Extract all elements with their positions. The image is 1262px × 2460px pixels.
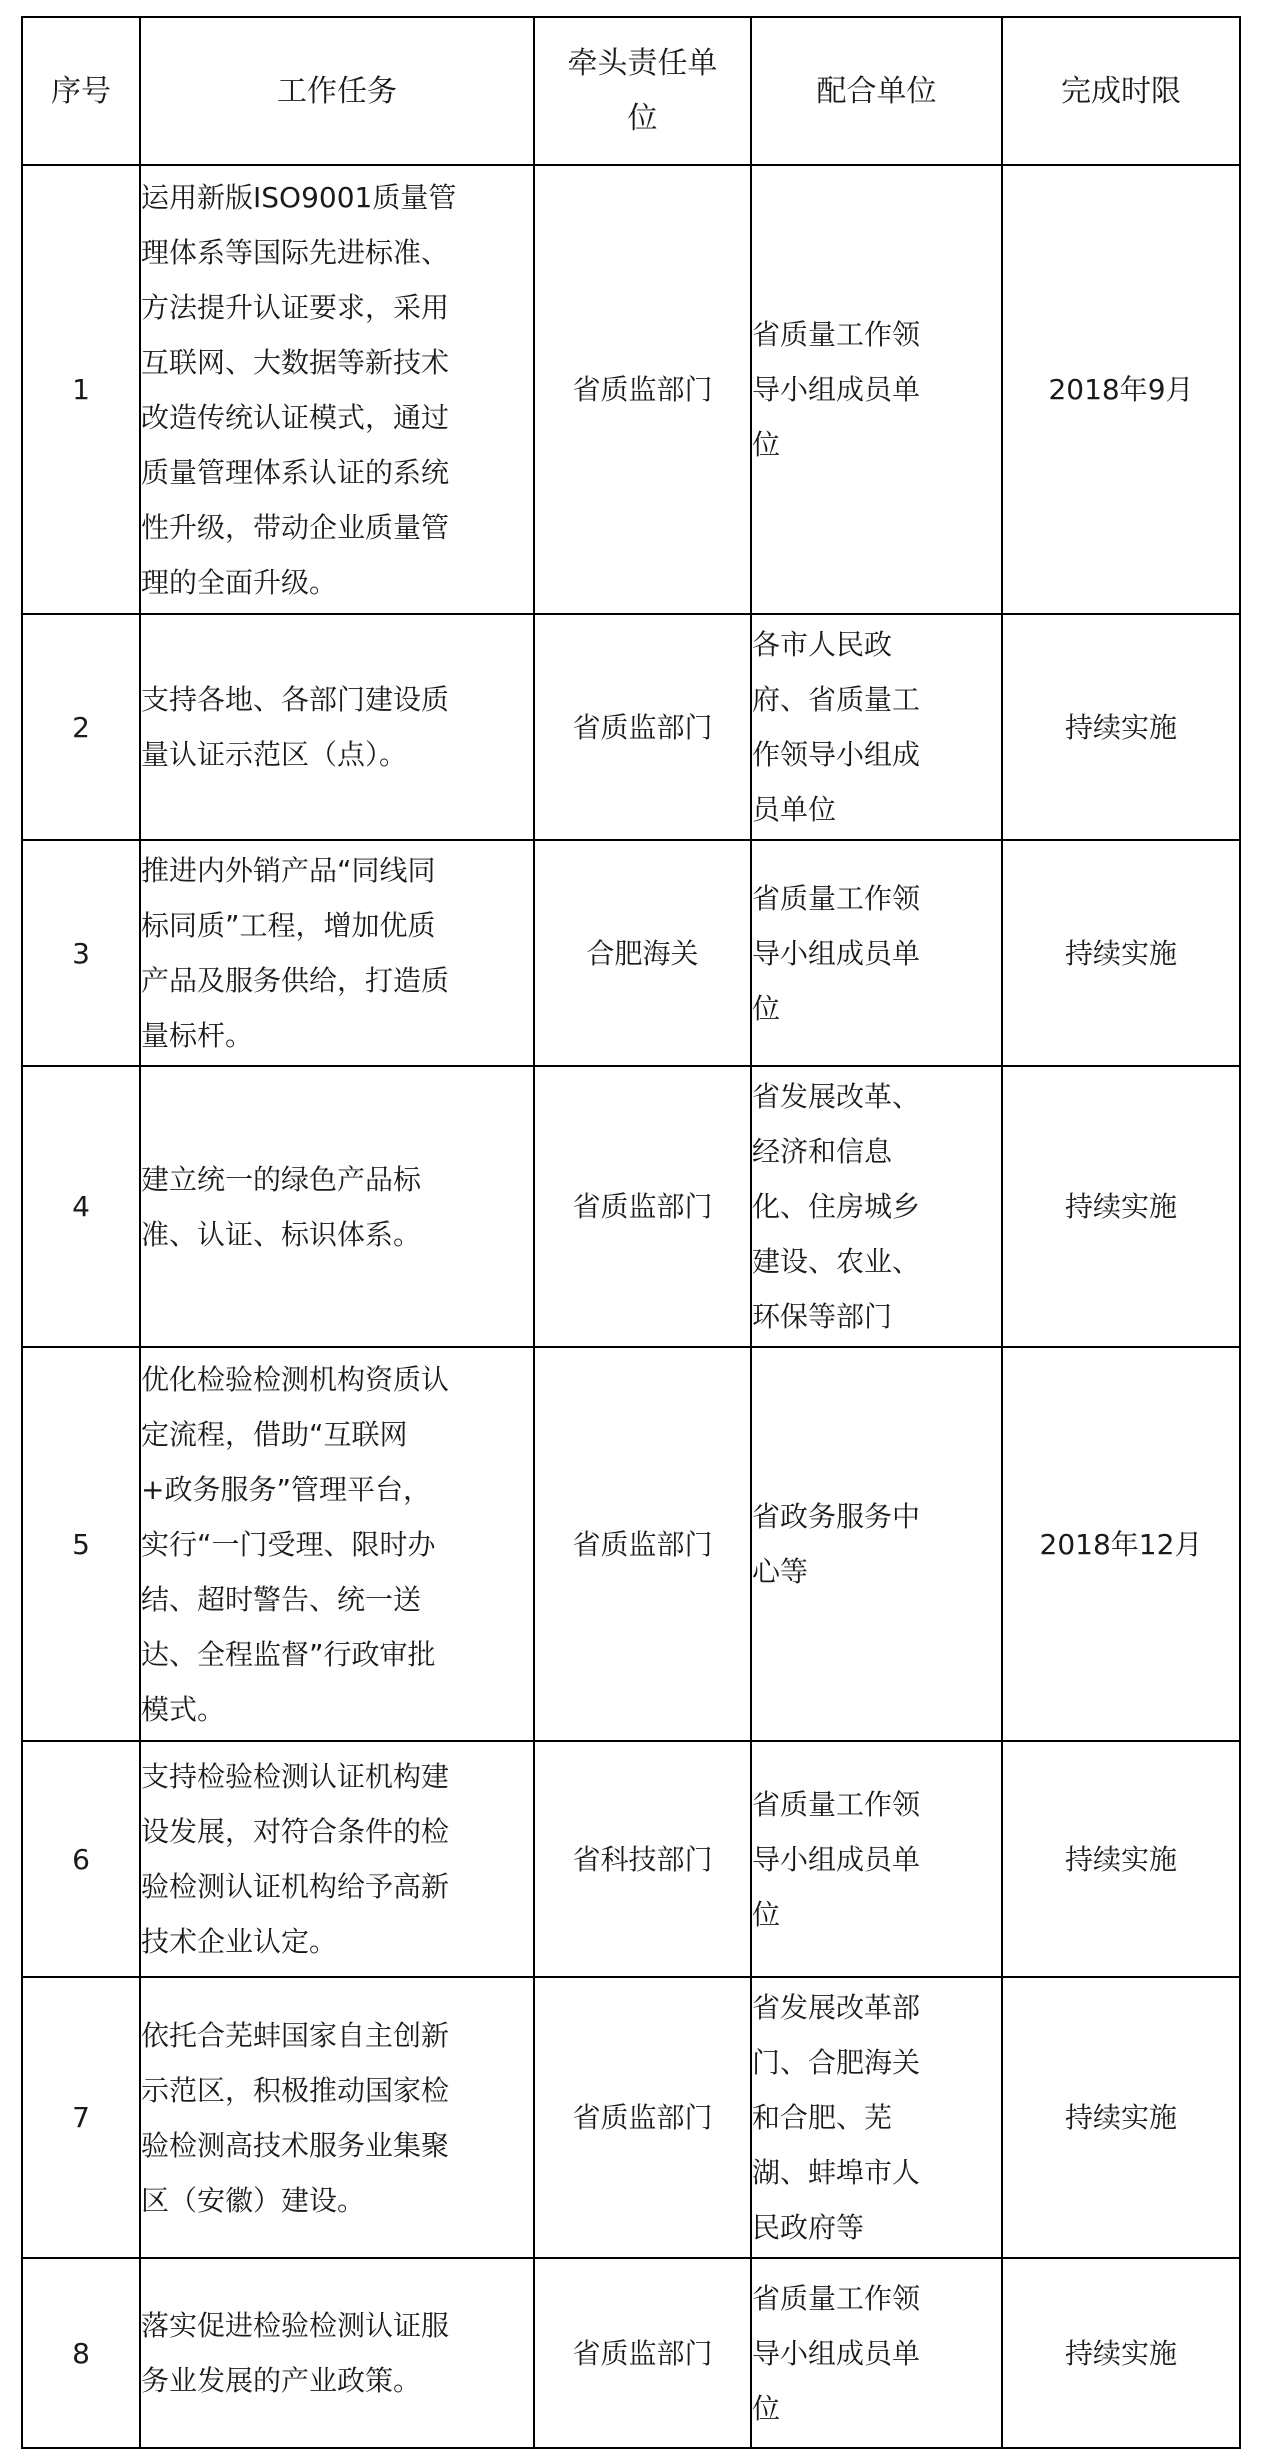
- text-line: 技术企业认定。: [141, 1925, 338, 1958]
- cell-lead-unit: 省科技部门: [534, 1741, 751, 1977]
- text-line: 位: [752, 1897, 781, 1931]
- text-line: 省质量工作领: [752, 881, 921, 915]
- text-line: 省质量工作领: [752, 318, 921, 351]
- table-row-5: [22, 1347, 1240, 1741]
- task-table: [21, 16, 1241, 2449]
- cell-seq: 2: [22, 614, 140, 840]
- cell-coop-unit: [751, 614, 1002, 840]
- cell-lead-unit: 省质监部门: [534, 1977, 751, 2258]
- cell-task: [140, 840, 534, 1066]
- text-line: 位: [752, 2391, 781, 2425]
- text-line: 模式。: [141, 1692, 226, 1726]
- text-line: 实行“一门受理、限时办: [141, 1527, 436, 1561]
- cell-task: [140, 1347, 534, 1741]
- cell-deadline: 持续实施: [1002, 1066, 1240, 1347]
- cell-lead-unit: 省质监部门: [534, 614, 751, 840]
- text-line: 导小组成员单: [752, 1842, 921, 1876]
- cell-task: [140, 1977, 534, 2258]
- text-line: 产品及服务供给，打造质: [141, 964, 450, 997]
- cell-coop-unit: [751, 1347, 1002, 1741]
- text-line: 运用新版ISO9001质量管: [141, 180, 457, 214]
- cell-task: [140, 1066, 534, 1347]
- header-lead-unit: 牵头责任单 位: [534, 17, 751, 165]
- table-row-8: [22, 2258, 1240, 2448]
- text-line: 落实促进检验检测认证服: [141, 2309, 450, 2342]
- cell-task: [140, 165, 534, 614]
- text-line: 优化检验检测机构资质认: [141, 1362, 450, 1396]
- text-line: 支持检验检测认证机构建: [141, 1760, 450, 1793]
- text-line: 省发展改革、: [752, 1080, 921, 1113]
- table-row-1: [22, 165, 1240, 614]
- cell-coop-unit: [751, 1977, 1002, 2258]
- text-line: 导小组成员单: [752, 2336, 921, 2370]
- table-row-4: [22, 1066, 1240, 1347]
- cell-coop-unit: [751, 1066, 1002, 1347]
- cell-task: [140, 614, 534, 840]
- cell-coop-unit: [751, 1741, 1002, 1977]
- text-line: 验检测认证机构给予高新: [141, 1870, 450, 1903]
- text-line: 建立统一的绿色产品标: [141, 1162, 422, 1196]
- header-task: 工作任务: [140, 17, 534, 165]
- text-line: 质量管理体系认证的系统: [141, 455, 450, 489]
- cell-task: [140, 1741, 534, 1977]
- text-line: 员单位: [752, 793, 837, 826]
- text-line: 设发展，对符合条件的检: [141, 1815, 450, 1848]
- table-row-2: [22, 614, 1240, 840]
- text-line: 支持各地、各部门建设质: [141, 683, 450, 716]
- cell-deadline: 2018年9月: [1002, 165, 1240, 614]
- cell-seq: 4: [22, 1066, 140, 1347]
- cell-seq: 5: [22, 1347, 140, 1741]
- text-line: 方法提升认证要求，采用: [141, 290, 450, 324]
- cell-deadline: 持续实施: [1002, 840, 1240, 1066]
- text-line: 示范区，积极推动国家检: [141, 2073, 450, 2107]
- text-line: 经济和信息: [752, 1135, 893, 1168]
- header-row: [22, 17, 1240, 165]
- table-row-6: [22, 1741, 1240, 1977]
- header-deadline: 完成时限: [1002, 17, 1240, 165]
- text-line: 心等: [752, 1555, 809, 1588]
- cell-lead-unit: 合肥海关: [534, 840, 751, 1066]
- text-line: 民政府等: [752, 2211, 865, 2244]
- text-line: 准、认证、标识体系。: [141, 1217, 422, 1251]
- text-line: 作领导小组成: [752, 738, 921, 771]
- text-line: 标同质”工程，增加优质: [141, 909, 436, 942]
- cell-lead-unit: 省质监部门: [534, 1347, 751, 1741]
- cell-deadline: 持续实施: [1002, 1741, 1240, 1977]
- text-line: 导小组成员单: [752, 373, 921, 406]
- text-line: 门、合肥海关: [752, 2046, 921, 2079]
- cell-seq: 7: [22, 1977, 140, 2258]
- text-line: 环保等部门: [752, 1300, 893, 1333]
- text-line: 建设、农业、: [752, 1245, 921, 1278]
- text-line: 和合肥、芜: [752, 2101, 893, 2134]
- table-row-7: [22, 1977, 1240, 2258]
- cell-deadline: 2018年12月: [1002, 1347, 1240, 1741]
- cell-seq: 1: [22, 165, 140, 614]
- cell-deadline: 持续实施: [1002, 614, 1240, 840]
- text-line: 省质量工作领: [752, 2281, 921, 2315]
- text-line: 验检测高技术服务业集聚: [141, 2128, 450, 2162]
- text-line: 量认证示范区（点）。: [141, 738, 408, 771]
- text-line: 结、超时警告、统一送: [141, 1582, 422, 1616]
- text-line: 理体系等国际先进标准、: [141, 235, 450, 269]
- header-coop-unit: 配合单位: [751, 17, 1002, 165]
- cell-task: [140, 2258, 534, 2448]
- text-line: 推进内外销产品“同线同: [141, 854, 436, 887]
- text-line: 湖、蚌埠市人: [752, 2156, 921, 2189]
- cell-lead-unit: 省质监部门: [534, 2258, 751, 2448]
- text-line: 性升级，带动企业质量管: [141, 510, 450, 544]
- text-line: 依托合芜蚌国家自主创新: [141, 2018, 450, 2052]
- text-line: +政务服务”管理平台，: [141, 1472, 431, 1506]
- text-line: 改造传统认证模式，通过: [141, 400, 450, 434]
- text-line: 区（安徽）建设。: [141, 2183, 366, 2217]
- text-line: 定流程，借助“互联网: [141, 1417, 408, 1451]
- cell-seq: 6: [22, 1741, 140, 1977]
- text-line: 量标杆。: [141, 1019, 254, 1052]
- cell-coop-unit: [751, 2258, 1002, 2448]
- text-line: 位: [752, 428, 781, 461]
- text-line: 省政务服务中: [752, 1500, 921, 1533]
- text-line: 化、住房城乡: [752, 1190, 921, 1223]
- text-line: 各市人民政: [752, 628, 893, 661]
- text-line: 理的全面升级。: [141, 565, 338, 599]
- text-line: 互联网、大数据等新技术: [141, 345, 450, 379]
- cell-deadline: 持续实施: [1002, 1977, 1240, 2258]
- text-line: 府、省质量工: [752, 683, 921, 716]
- header-seq: 序号: [22, 17, 140, 165]
- cell-coop-unit: [751, 165, 1002, 614]
- cell-lead-unit: 省质监部门: [534, 1066, 751, 1347]
- cell-lead-unit: 省质监部门: [534, 165, 751, 614]
- cell-seq: 3: [22, 840, 140, 1066]
- text-line: 省发展改革部: [752, 1991, 921, 2024]
- cell-coop-unit: [751, 840, 1002, 1066]
- text-line: 务业发展的产业政策。: [141, 2364, 422, 2397]
- table-row-3: [22, 840, 1240, 1066]
- text-line: 达、全程监督”行政审批: [141, 1637, 436, 1671]
- cell-seq: 8: [22, 2258, 140, 2448]
- text-line: 位: [752, 991, 781, 1025]
- text-line: 省质量工作领: [752, 1787, 921, 1821]
- cell-deadline: 持续实施: [1002, 2258, 1240, 2448]
- text-line: 导小组成员单: [752, 936, 921, 970]
